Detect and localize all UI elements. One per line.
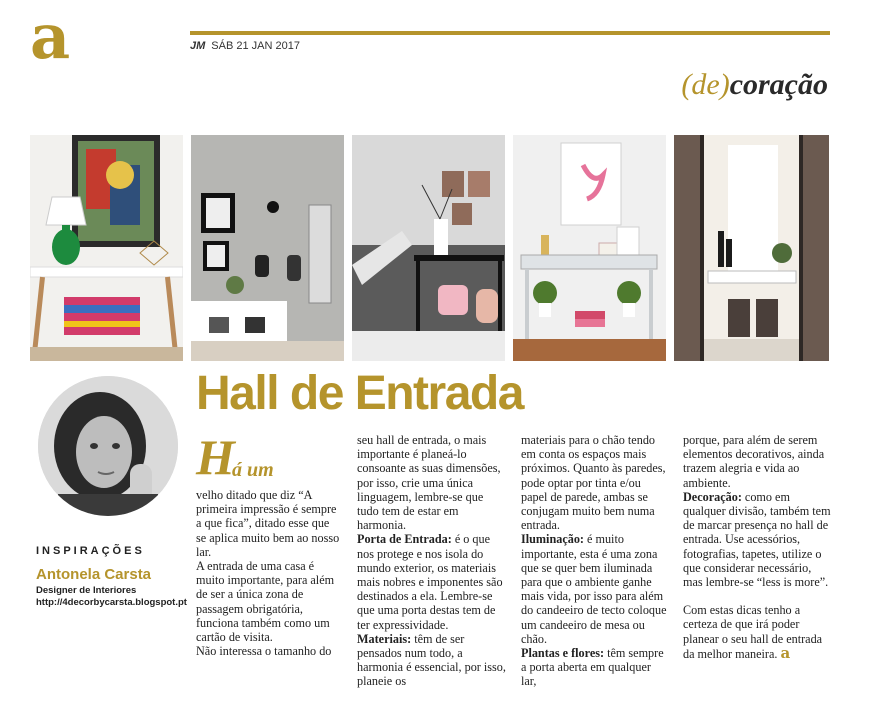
- designer-portrait: [38, 376, 178, 516]
- photo-console-green-lamp: [30, 135, 183, 361]
- paragraph: Porta de Entrada: é o que nos protege e nos isola do mundo exterior, os materiais mais nobres e imponentes são destinados a ela. Lembre-se que uma porta destas tem de ter expressividade.: [357, 532, 503, 632]
- paragraph: Não interessa o tamanho do: [196, 644, 332, 659]
- paragraph: seu hall de entrada, o mais importante é planeá-lo consoante as suas dimensões, por isso, crie uma única linguagem, lembre-se que tudo tem de estar em harmonia.: [357, 433, 501, 533]
- paragraph: Iluminação: é muito importante, esta é uma zona que se quer bem iluminada para que o ambiente ganhe mais vida, por isso para além do candeeiro de tecto coloque um candeeiro de mesa ou chão.: [521, 532, 667, 646]
- paragraph: materiais para o chão tendo em conta os espaços mais próximos. Quanto às paredes, pode optar por tinta e/ou papel de parede, ambas se conjugam muito bem numa entrada.: [521, 433, 666, 533]
- designer-role: Designer de Interiores: [36, 585, 137, 596]
- paragraph: Materiais: têm de ser pensados num todo, a harmonia é essencial, por isso, planeie os: [357, 631, 506, 689]
- article-headline: Hall de Entrada: [196, 367, 523, 420]
- designer-blog: http://4decorbycarsta.blogspot.pt: [36, 597, 187, 608]
- end-mark: a: [780, 643, 791, 662]
- photo-modern-hall: [674, 135, 829, 361]
- subhead-plantas: Plantas e flores:: [521, 646, 605, 661]
- magazine-logo: a: [30, 0, 71, 73]
- paragraph: Decoração: como em qualquer divisão, também tem de marcar presença no hall de entrada. Use acessórios, fotografias, tapetes, utilize o que considerar necessário, mas lembre-se “less is more”.: [683, 489, 831, 590]
- designer-name: Antonela Carsta: [36, 566, 152, 583]
- article-column-4: [683, 433, 831, 661]
- publication-name: JM: [190, 40, 206, 52]
- photo-hall-grey-wall: [191, 135, 344, 361]
- paragraph: porque, para além de serem elementos decorativos, ainda trazem alegria e vida ao ambiente.: [683, 433, 825, 490]
- drop-cap-word: á um: [232, 459, 274, 481]
- article-column-2: [357, 433, 507, 689]
- header-dateline: [190, 40, 300, 52]
- paragraph: A entrada de uma casa é muito importante, para além de ser a única zona de passagem obrigatória, funciona também como um cartão de visita.: [196, 559, 335, 645]
- subhead-decoracao: Decoração:: [683, 489, 742, 504]
- section-title: [681, 70, 828, 100]
- paragraph: Com estas dicas tenho a certeza de que irá poder planear o seu hall de entrada da melhor maneira. a: [683, 603, 823, 662]
- inspiracoes-label: INSPIRAÇÕES: [36, 545, 145, 557]
- subhead-porta: Porta de Entrada:: [357, 532, 452, 547]
- issue-date: SÁB 21 JAN 2017: [211, 40, 300, 52]
- paragraph: Plantas e flores: têm sempre a porta aberta em qualquer lar,: [521, 646, 664, 689]
- section-title-prefix: (de): [681, 68, 730, 101]
- section-title-main: coração: [729, 68, 828, 101]
- drop-cap: H: [196, 429, 235, 485]
- subhead-iluminacao: Iluminação:: [521, 532, 584, 547]
- paragraph: velho ditado que diz “A primeira impressão é sempre a que fica”, ditado esse que se aplica muito bem ao nosso lar.: [196, 488, 340, 559]
- article-column-3: [521, 433, 669, 689]
- photo-mirrored-console: [513, 135, 666, 361]
- header-rule: [190, 31, 830, 35]
- article-column-1: [196, 488, 342, 658]
- subhead-materiais: Materiais:: [357, 631, 412, 646]
- photo-console-stairs: [352, 135, 505, 361]
